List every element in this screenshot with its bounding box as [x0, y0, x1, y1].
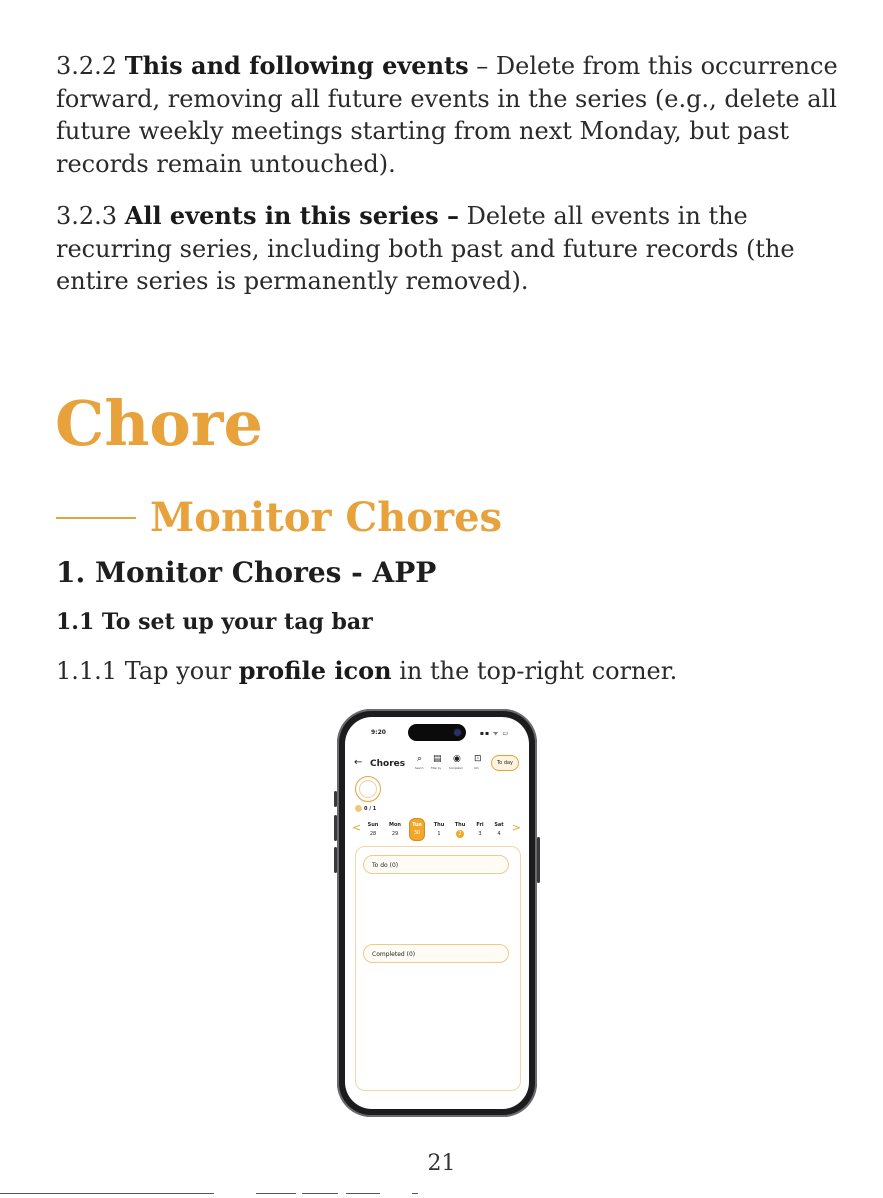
day-thu-1[interactable]: [430, 821, 448, 839]
phone-power-button: [537, 837, 540, 883]
section-heading: [56, 490, 502, 546]
search-icon[interactable]: ⌕: [417, 754, 423, 764]
para-term: All events in this series –: [124, 201, 459, 230]
para-number: 3.2.2: [56, 52, 118, 80]
info-icon[interactable]: ⊡: [474, 754, 482, 764]
status-icons: ▪▪ ᯤ ▭: [479, 730, 509, 737]
day-name: Fri: [476, 822, 484, 828]
footer-rule: [412, 1193, 418, 1194]
footer-rule: [0, 1193, 214, 1194]
chapter-heading: Chore: [55, 387, 263, 460]
chores-panel: [355, 846, 521, 1091]
day-date: 28: [369, 831, 377, 837]
section-heading-text: Monitor Chores: [150, 494, 503, 541]
heading-dash: [56, 517, 136, 519]
day-name: Thu: [454, 822, 466, 828]
para-body: Delete all events in the recurring series, including both past and future records (the entire series is permanently removed).: [56, 202, 795, 295]
filter-label: Filter by: [431, 767, 442, 770]
phone-mockup: [337, 709, 537, 1117]
selected-day-pill: [409, 818, 425, 841]
step-1-1-1: [56, 655, 846, 688]
completed-label: Completed: [449, 767, 463, 770]
progress-ring[interactable]: [355, 776, 381, 802]
day-date: 1: [437, 831, 441, 837]
search-label: Search: [415, 767, 424, 770]
sub-sub-section-heading: 1.1 To set up your tag bar: [56, 609, 373, 635]
para-body: – Delete from this occurrence forward, removing all future events in the series (e.g., delete all future weekly meetings starting from next Monday, but past records remain untouched).: [56, 52, 838, 178]
day-sat[interactable]: [490, 821, 508, 839]
coin-icon: [355, 805, 362, 812]
day-date: 30: [413, 830, 421, 836]
today-button[interactable]: To day: [491, 755, 519, 771]
day-date-dot: 2: [456, 830, 464, 838]
progress-count: [355, 805, 376, 812]
info-label: Info: [474, 767, 479, 770]
sub-section-heading: 1. Monitor Chores - APP: [56, 556, 437, 589]
footer-rule: [346, 1193, 380, 1194]
camera-icon: [453, 728, 462, 737]
phone-screen: [345, 717, 529, 1109]
day-date: 4: [497, 831, 501, 837]
prev-week-icon[interactable]: <: [352, 821, 362, 834]
day-date: 3: [478, 831, 482, 837]
day-tue-selected[interactable]: [408, 818, 426, 841]
filter-icon[interactable]: ▤: [433, 754, 442, 764]
day-name: Thu: [433, 822, 445, 828]
day-date: 29: [391, 831, 399, 837]
phone-volume-down: [334, 847, 337, 873]
day-name: Tue: [412, 822, 422, 828]
day-mon[interactable]: [386, 821, 404, 839]
app-title: Chores: [370, 759, 406, 769]
progress-text: 0 / 1: [364, 806, 377, 812]
para-term: This and following events: [124, 51, 469, 80]
step-number: 1.1.1: [56, 657, 118, 685]
step-pre: Tap your: [124, 657, 232, 685]
day-name: Sat: [494, 822, 504, 828]
step-term: profile icon: [238, 656, 392, 685]
todo-section[interactable]: To do (0): [363, 855, 509, 874]
paragraph-3-2-2: [56, 50, 846, 180]
paragraph-3-2-3: [56, 200, 846, 298]
day-name: Sun: [367, 822, 379, 828]
para-number: 3.2.3: [56, 202, 118, 230]
next-week-icon[interactable]: >: [511, 821, 521, 834]
step-post: in the top-right corner.: [399, 657, 678, 685]
day-sun[interactable]: [364, 821, 382, 839]
footer-rule: [256, 1193, 296, 1194]
day-thu-2[interactable]: [451, 821, 469, 839]
phone-side-button: [334, 791, 337, 807]
footer-rule: [302, 1193, 338, 1194]
page-number: 21: [427, 1151, 456, 1176]
progress-ring-inner: [359, 780, 377, 798]
day-fri[interactable]: [471, 821, 489, 839]
completed-section[interactable]: Completed (0): [363, 944, 509, 963]
eye-icon[interactable]: ◉: [453, 754, 461, 764]
back-arrow-icon[interactable]: ←: [354, 757, 363, 768]
day-name: Mon: [389, 822, 401, 828]
dynamic-island: [408, 724, 466, 741]
status-time: 9:20: [371, 729, 386, 736]
phone-volume-up: [334, 815, 337, 841]
